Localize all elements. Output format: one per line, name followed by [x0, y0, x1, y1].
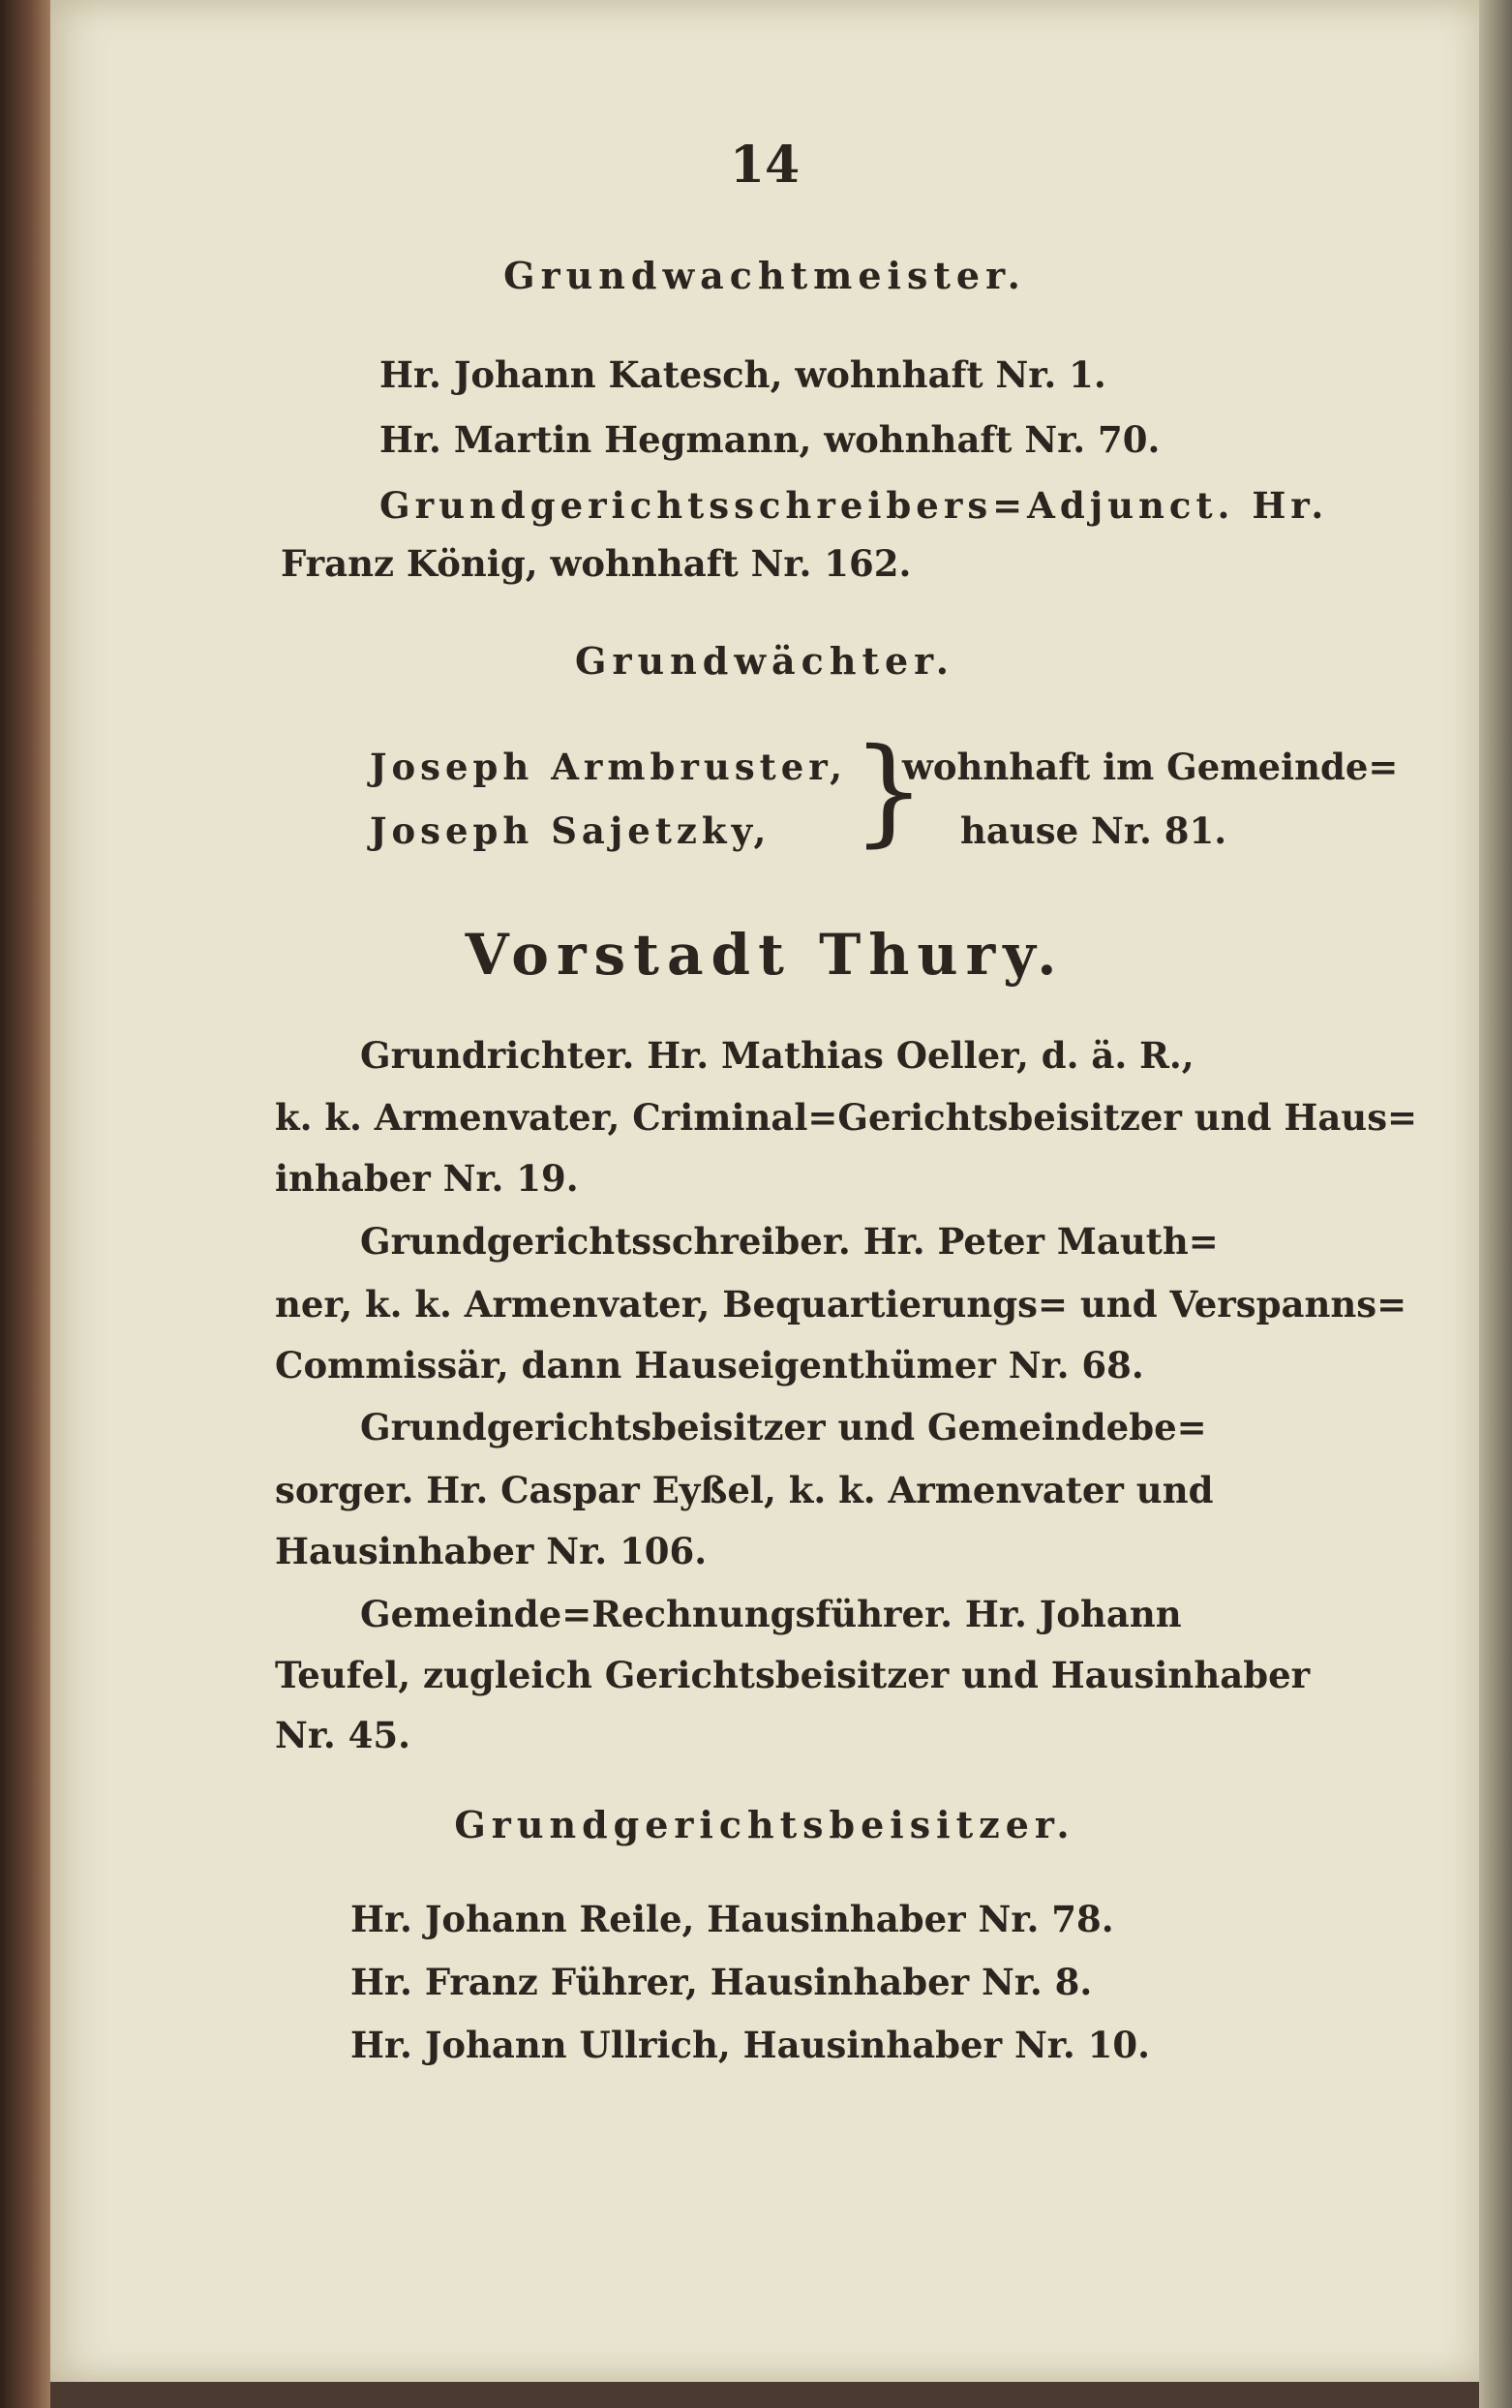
- text-line: Hausinhaber Nr. 106.: [275, 1530, 708, 1572]
- text-line: Nr. 45.: [275, 1714, 411, 1756]
- text-line: Hr. Johann Reile, Hausinhaber Nr. 78.: [350, 1898, 1114, 1940]
- text-line: Grundgerichtsbeisitzer und Gemeindebe=: [360, 1406, 1207, 1448]
- name-line: Joseph Armbruster,: [370, 746, 847, 788]
- heading-grundwaechter: Grundwächter.: [575, 639, 954, 683]
- text-line: Hr. Johann Ullrich, Hausinhaber Nr. 10.: [350, 2024, 1151, 2066]
- text-line: ner, k. k. Armenvater, Bequartierungs= und Verspanns=: [275, 1283, 1407, 1326]
- text-line: Commissär, dann Hauseigenthümer Nr. 68.: [275, 1344, 1144, 1387]
- address-line: hause Nr. 81.: [960, 809, 1227, 852]
- text-line: Hr. Franz Führer, Hausinhaber Nr. 8.: [350, 1961, 1093, 2003]
- text-line: Grundgerichtsschreiber. Hr. Peter Mauth=: [360, 1220, 1219, 1263]
- page-number: 14: [729, 136, 801, 195]
- text-line: inhaber Nr. 19.: [275, 1157, 579, 1200]
- text-line: Grundrichter. Hr. Mathias Oeller, d. ä. R.,: [360, 1034, 1194, 1077]
- heading-grundgerichtsbeisitzer: Grundgerichtsbeisitzer.: [454, 1803, 1075, 1846]
- book-spine: [0, 0, 50, 2408]
- page-bottom-edge: [50, 2382, 1479, 2408]
- brace-glyph: }: [852, 724, 926, 859]
- heading-vorstadt-thury: Vorstadt Thury.: [465, 922, 1065, 988]
- text-line: Grundgerichtsschreibers=Adjunct. Hr.: [379, 484, 1329, 527]
- name-line: Joseph Sajetzky,: [370, 809, 771, 852]
- address-line: wohnhaft im Gemeinde=: [902, 746, 1399, 788]
- heading-grundwachtmeister: Grundwachtmeister.: [503, 254, 1026, 297]
- text-line: Hr. Johann Katesch, wohnhaft Nr. 1.: [379, 353, 1106, 396]
- text-line: Hr. Martin Hegmann, wohnhaft Nr. 70.: [379, 418, 1161, 461]
- text-line: sorger. Hr. Caspar Eyßel, k. k. Armenvater und: [275, 1469, 1214, 1511]
- book-page: [50, 0, 1479, 2382]
- text-line: Teufel, zugleich Gerichtsbeisitzer und Hausinhaber: [275, 1654, 1311, 1696]
- page-edge: [1479, 0, 1512, 2408]
- text-line: Franz König, wohnhaft Nr. 162.: [281, 542, 912, 585]
- text-line: k. k. Armenvater, Criminal=Gerichtsbeisitzer und Haus=: [275, 1096, 1418, 1139]
- text-line: Gemeinde=Rechnungsführer. Hr. Johann: [360, 1593, 1182, 1635]
